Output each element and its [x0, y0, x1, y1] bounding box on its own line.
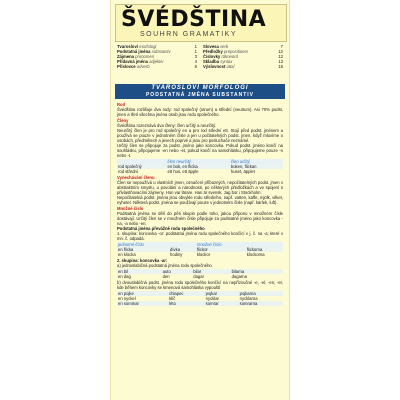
- table-row: en dag den dagar dagarna: [118, 274, 247, 279]
- heading-cleny: Členy: [117, 118, 129, 123]
- subsection-band: PODSTATNÁ JMÉNA SUBSTANTIV: [115, 92, 285, 99]
- toc-entry: Číslovky räkneord 12: [203, 54, 283, 60]
- heading-vynechani: Vynechávání členu: [117, 175, 155, 180]
- plural-table-2a: [117, 269, 283, 279]
- paragraph-cleny-3: Určitý člen se připojuje za podst. jméno jako koncovka. Pokud podst. jméno končí na souhlásku, připojujeme -en nebo -et, pokud končí na samohlásku, připojujeme pouze -n nebo -t.: [117, 143, 283, 158]
- table-row: en pojke chlapec pojkar pojkarna: [117, 291, 283, 296]
- table-header-row: člen neurčitý člen určitý: [117, 159, 283, 164]
- table-row: rod střední ett hus, ett äpple huset, äpplet: [118, 169, 255, 174]
- toc-entry: Podstatná jména substantiv 1: [117, 49, 197, 55]
- paragraph-cleny-1: Švédština rozeznává dva členy: člen určitý a neurčitý.: [117, 123, 217, 128]
- content-body: [117, 101, 283, 307]
- paragraph-skupina-2b: b) dvouslabičná podst. jména rodu společného končící na nepřízvučné -e, -el, -en, -er, kde během koncovky se kmenová samohláska vypouští: [117, 280, 283, 290]
- table-row: en sommar léto somrar somrarna: [117, 301, 283, 306]
- paragraph-nepocitatelna: Nepočitatelná podst. jména jsou obvykle rodu středního, např. vatten, kaffe, mjölk, vilket, nyheter. Některá podst. jména se používají pouze v jednotném čísle (např. kärlek, luft).: [117, 195, 283, 205]
- plural-table-1: [117, 242, 283, 257]
- table-row: en nyckel klíč nycklar nycklarna: [118, 296, 258, 301]
- table-header-row: jednotné číslo množné číslo: [117, 242, 283, 247]
- table-of-contents: [117, 44, 283, 84]
- paragraph-skupina-2a: a) jednoslabičná podstatná jména rodu společného: [117, 263, 212, 268]
- paragraph-skupina-2: 2. skupina: koncovka -ar:: [117, 258, 168, 263]
- heading-rod: Rod: [117, 102, 126, 107]
- paragraph-mnozne: Podstatná jména se dělí do pěti skupin podle toho, jakou příponu v množném čísle dostávají. Určitý člen se v množném čísle připojuje za podstatné jméno jako koncovka -na, -a nebo -en.: [117, 211, 283, 226]
- toc-entry: Zájmena pronomen 3: [117, 54, 197, 60]
- section-band: TVAROSLOVÍ MORFOLOGI: [115, 84, 285, 92]
- table-row: en flicka dívka flickor flickorna: [117, 247, 283, 252]
- heading-mnozne: Množné číslo: [117, 206, 144, 211]
- toc-right-column: [203, 44, 283, 69]
- page-title: ŠVÉDŠTINA: [121, 7, 267, 32]
- toc-entry: Tvarosloví morfologi 1: [117, 44, 197, 49]
- toc-entry: Výslovnost uttal 15: [203, 64, 283, 70]
- table-row: en klocka hodiny klockor klockorna: [118, 252, 265, 257]
- table-row: rod společný en bok, en flicka boken, flickan: [117, 164, 283, 169]
- title-box: [115, 4, 287, 42]
- toc-entry: Slovesa verb 7: [203, 44, 283, 49]
- page-subtitle: SOUHRN GRAMATIKY: [140, 31, 237, 38]
- paragraph-cleny-2: Neurčitý člen je pro rod společný en a pro rod střední ett. Stojí před podst. jménem a používá se pouze v jednotném čísle a jen u počitatelných podst. jmen, když mluvíme o osobách, předmětech a jevech poprvé a jsou pro posluchače neznámé.: [117, 128, 283, 143]
- paragraph-vynechani: Člen se nepoužívá u vlastních jmen, označení příbuzných, nepočitatelných podst. jmen v abstraktním smyslu, u povolání a národnosti, po některých předložkách a ve spojení s přivlastňovacími zájmeny. Hon var lärare. Han är svensk. Jag bor i Stockholm.: [117, 180, 283, 195]
- toc-entry: Skladba syntax 13: [203, 59, 283, 65]
- subheading-spolecny: Podstatná jména převážně rodu společného: [117, 226, 205, 231]
- grammar-sheet: [110, 0, 290, 400]
- toc-left-column: [117, 44, 197, 69]
- toc-entry: Příslovce adverb 6: [117, 64, 197, 70]
- paragraph-skupina-1: 1. skupina: koncovka -or: podstatná jména rodu společného končící v j. č. na -a; které v mn. č. odpadá.: [117, 231, 283, 241]
- toc-entry: Předložky prepositioner 12: [203, 49, 283, 55]
- toc-entry: Přídavná jména adjektiv 4: [117, 59, 197, 65]
- table-row: en bil auto bilar bilarna: [117, 269, 283, 274]
- paragraph-rod: Švédština rozlišuje dva rody: rod společný (utrum) a střední (neutrum). Asi 70% podst. jmen a třetí všechna jména osob jsou rodu společného.: [117, 107, 283, 117]
- article-table: [117, 159, 283, 174]
- plural-table-2b: [117, 291, 283, 306]
